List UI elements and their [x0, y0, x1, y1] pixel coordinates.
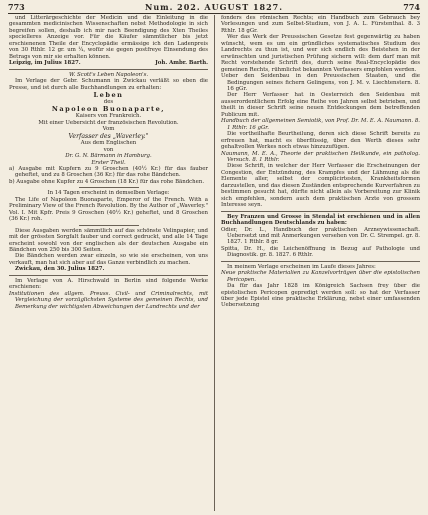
materialien-description: Da für das Jahr 1828 im Königreich Sachsen frey über die epistolischen Pericopen gepredigt werden soll: so hat der Verfasser über jede Epistel eine praktische Erklärung, nebst einer umfassenden Uebersetzung: [221, 283, 420, 309]
heilkunde-entry: Naumann, M. E. A., Theorie der praktischen Heilkunde, ein patholog. Versuch. 8. 1 Rthlr.: [221, 150, 420, 163]
right-column: [221, 15, 420, 309]
page-number-left: 773: [8, 2, 25, 12]
verlag-intro: In meinem Verlage erscheinen im Laufe dieses Jahres:: [227, 263, 376, 270]
scott-title-kaisers: Kaisers von Frankreich.: [75, 113, 142, 120]
section-divider: [9, 69, 208, 70]
scott-volume: Erster Theil.: [91, 159, 126, 166]
scott-english-edition: The Life of Napoleon Buonaparte, Emperor of the French. With a Preliminary View of the French Revolution. By the Author of „Waverley." Vol. I. Mit Kpfr. Preis 9 Groschen (40½ Kr.) geheftet, und 8 Groschen (36 Kr.) roh.: [9, 196, 208, 223]
scott-edition-a: a) Ausgabe mit Kupfern zu 9 Groschen (40½ Kr.) für das fauber geheftet, und zu 8 Groschen (36 Kr.) für das rohe Bändchen.: [9, 166, 208, 179]
scott-title-vom: Vom: [102, 126, 115, 133]
scott-english-intro: In 14 Tagen erscheint in demselben Verlage:: [47, 190, 170, 197]
seidenbau-review: Der Herr Verfasser hat in Oesterreich den Seidenbau mit ausserordentlichem Erfolg eine Reihe von Jahren selbst betrieben, und theilt in dieser Schrift seine neuen Entdeckungen dem betreffenden Publicum mit.: [221, 92, 420, 118]
barth-name: Joh. Ambr. Barth.: [155, 60, 208, 67]
page-number-right: 774: [403, 2, 420, 12]
semiotik-review: Die vortheilhafte Beurtheilung, deren sich diese Schrift bereits zu erfreuen hat, macht es überflüssig, über den Werth dieses sehr gehaltvollen Werkes noch etwas hinzuzufügen.: [221, 131, 420, 151]
section-divider: [221, 261, 420, 262]
barth-signature: [9, 60, 208, 66]
fuerstenthal-review: Wer das Werk der Preussischen Gesetze fest gegenwärtig zu haben wünscht, wem es um ein gründliches systematisches Studium des Landrechts zu thun ist, und wer sich endlich des Beistehen in der erwünschten und juristischen Prüfung sichern will: dem darf man mit Recht vorstehende Schrift des, durch seine Real-Encyclopädie des gemeinen Rechts, rühmlichst bekannten Verfassers empfohlen werden.: [221, 34, 420, 73]
scott-title-leben: Leben: [93, 90, 124, 99]
franzen-intro: Bey Franzen und Grosse in Stendal ist erschienen und in allen Buchhandlungen Deutschlands zu haben:: [221, 213, 420, 227]
scott-edition-b: b) Ausgabe ohne Kupfer zu 4 Groschen (18 Kr.) für das rohe Bändchen.: [9, 178, 205, 185]
left-column: [9, 15, 208, 310]
hirschwald-item: Institutionen des allgem. Preuss. Civil- und Criminalrechts, mit Vergleichung der vorzüglichsten Systeme des gemeinen Rechts, und Bemerkung der wichtigsten Abweichungen der Landrechts und der: [9, 290, 208, 310]
issue-title: Num. 202. AUGUST 1827.: [145, 2, 283, 12]
heilkunde-review: Diese Schrift, in welcher der Herr Verfasser die Erscheinungen der Congestion, der Entzündung, des Krampfes und der Lähmung als die Elemente aller, selbst der complicirtesten, Krankheitsformen darzustellen, und das diesen Zuständen entsprechende Kurverfahren zu bestimmen gesucht hat, dürfte nicht allein als Vorbereitung zur Klinik sich empfehlen, sondern auch dem praktischen Arzte von grossem Interesse seyn.: [221, 163, 420, 209]
barth-place-date: Leipzig, im Julius 1827.: [9, 60, 81, 67]
scott-heading: W. Scott's Leben Napoleon's.: [68, 71, 149, 78]
short-divider: [79, 187, 139, 188]
column-divider: [214, 15, 215, 511]
seidenbau-entry: Ueber den Seidenbau in den Preussischen Staaten, und die Bedingungen seines fichern Gelingens, von J. M. v. Liechtenstern. 8. 16 gGr.: [221, 73, 420, 92]
scott-title-verfasser: Verfasser des „Waverley.": [68, 132, 149, 140]
scott-paragraph-paper: Diese Ausgaben werden sämmtlich auf das schönste Velinpapier, und mit der grössten Sorgfalt fauber und correct gedruckt, und alle 14 Tage erscheint sowohl von der englischen als der deutschen Ausgabe ein Bändchen von 250 bis 300 Seiten.: [9, 227, 208, 253]
scott-paragraph-volumes: Die Bändchen werden zwar einzeln, so wie sie erscheinen, von uns verkauft, man hat sich aber auf das Ganze verbindlich zu machen.: [9, 253, 208, 266]
scott-title-aus: Aus dem Englischen: [80, 140, 137, 147]
scott-translator: Dr. G. N. Bärmann in Hamburg.: [65, 153, 152, 160]
spitta-entry: Spitta, Dr. H., die Leichenöffnung in Bezug auf Pathologie und Diagnostik. gr. 8. 1827. 6 Rthlr.: [221, 245, 420, 259]
scott-title-napoleon: Napoleon Buonaparte,: [51, 105, 166, 114]
materialien-title: Neue praktische Materialien zu Kanzelvorträgen über die epistolischen Pericopen.: [221, 270, 420, 283]
hirschwald-intro: Im Verlage von A. Hirschwald in Berlin sind folgende Werke erschienen:: [9, 277, 208, 291]
scott-signature: Zwickau, den 30. Julius 1827.: [15, 266, 105, 273]
odier-entry: Odier, Dr. L., Handbuch der praktischen Arzneywissenschaft. Uebersetzt und mit Anmerkungen versehen von Dr. C. Strempel. gr. 8. 1827. 1 Rthlr. 8 gr.: [221, 226, 420, 246]
header-rule: [8, 13, 420, 14]
semiotik-entry: Handbuch der allgemeinen Semiotik, von Prof. Dr. M. E. A. Naumann. 8. 1 Rthlr. 16 gGr.: [221, 118, 420, 131]
section-divider: [221, 211, 420, 212]
scott-title-von: von: [103, 146, 114, 153]
section-divider: [9, 275, 208, 276]
scott-title-des: des: [103, 98, 114, 105]
scott-title-uebersicht: Mit einer Uebersicht der französischen Revolution.: [38, 119, 179, 126]
barth-notice-text: und Litterärgeschichte der Medicin und die Einleitung in die gesammten medicinischen Wissenschaften nebst Methodologie in sich begreifen sollen, deshalb ich mir nach Beendigung des Xten Theiles specielleres Anzeige vor. Für die Käufer sämmtlicher bis jetzt erschienenen Theile der Encyclopädie ermässige ich den Ladenpreis von 30 Rthlr. 12 gr. um ¼, wofür sie gegen postfreye Einsendung des Betrags von mir sie erhalten können.: [9, 15, 208, 60]
short-divider: [79, 225, 139, 226]
scott-intro: Im Verlage der Gebr. Schumann in Zwickau verläßt so eben die Presse, und ist durch alle Buchhandlungen zu erhalten:: [9, 78, 208, 91]
fuerstenthal-continuation: fonders des römischen Rechts; ein Handbuch zum Gebrauch bey Vorlesungen und zum Selbst-Studium, von J. A. L. Fürstenthal. 8. 3 Rthlr. 18 gGr.: [221, 15, 420, 34]
